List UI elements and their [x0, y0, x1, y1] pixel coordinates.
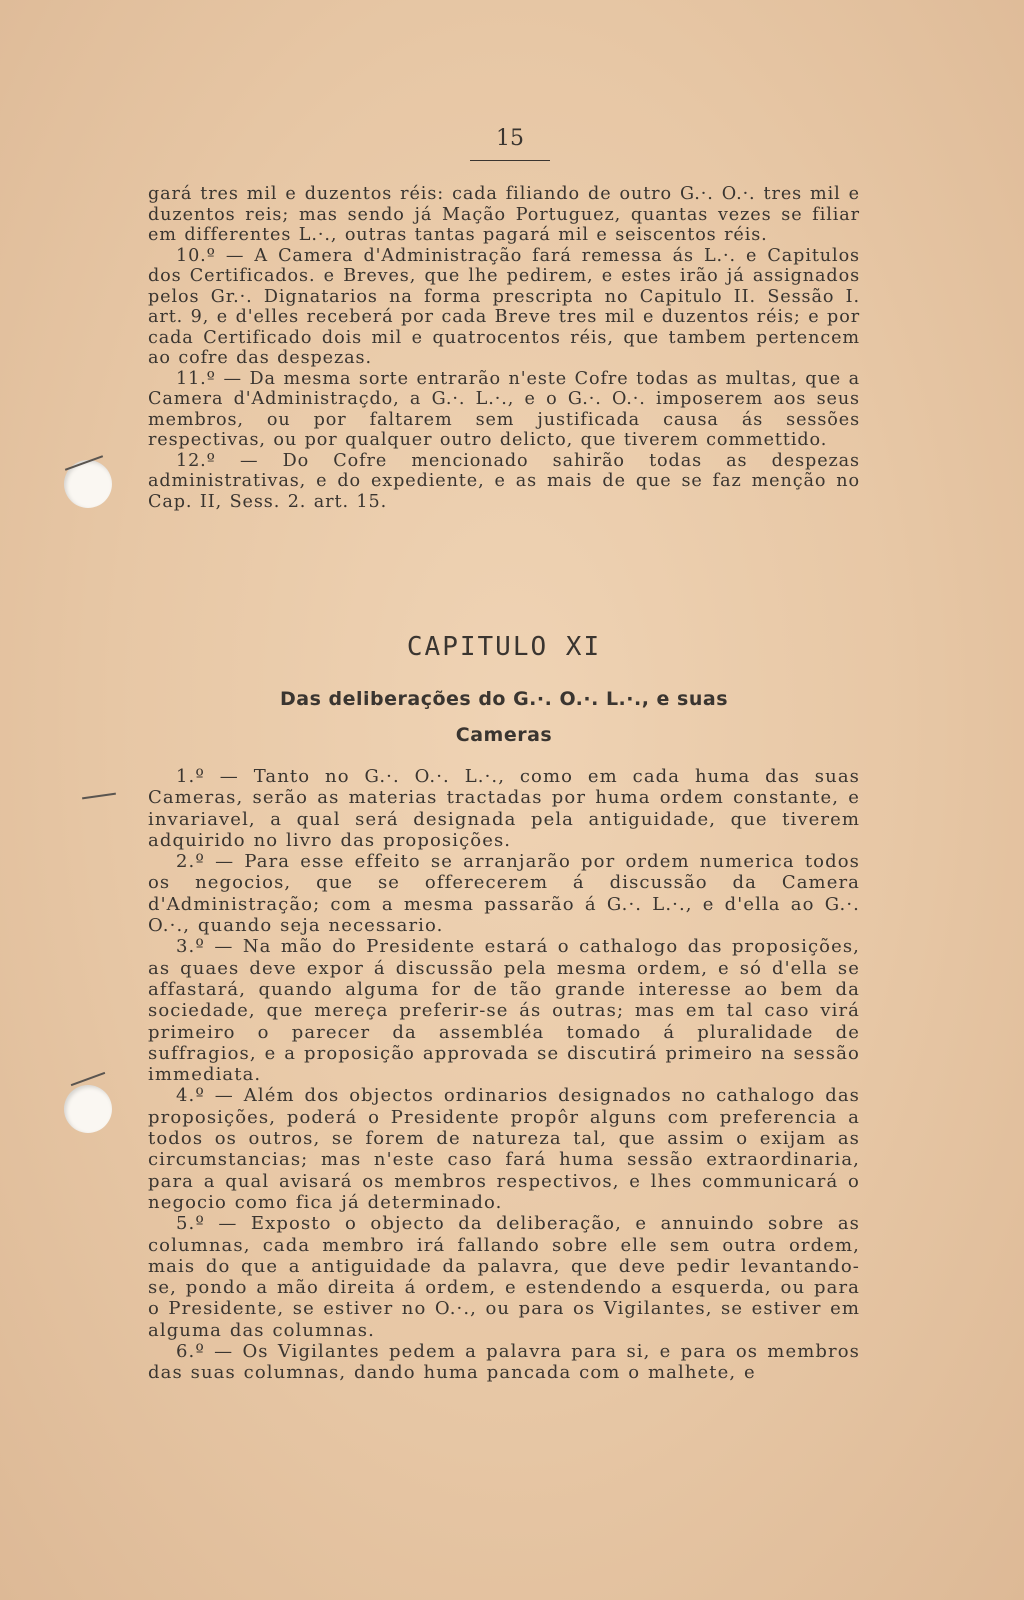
- paragraph-10: 10.º — A Camera d'Administração fará remessa ás L.·. e Capitulos dos Certificados. e Breves, que lhe pedirem, e estes irão já assignados pelos Gr.·. Dignatarios na forma prescripta no Capitulo II. Sessão I. art. 9, e d'elles receberá por cada Breve tres mil e duzentos réis; e por cada Certificado dois mil e quatrocentos réis, que tambem pertencem ao cofre das despezas.: [148, 245, 860, 368]
- edge-mark: [82, 793, 116, 800]
- article-4: 4.º — Além dos objectos ordinarios designados no cathalogo das proposições, poderá o Presidente propôr alguns com preferencia a todos os outros, se forem de natureza tal, que assim o exijam as circumstancias; mas n'este caso fará huma sessão extraordinaria, para a qual avisará os membros respectivos, e lhes communicará o negocio como fica já determinado.: [148, 1085, 860, 1213]
- chapter-title: CAPITULO XI: [406, 632, 602, 662]
- chapter-subtitle: Das deliberações do G.·. O.·. L.·., e suas: [279, 688, 729, 710]
- article-3: 3.º — Na mão do Presidente estará o cathalogo das proposições, as quaes deve expor á discussão pela mesma ordem, e só d'ella se affastará, quando alguma for de tão grande interesse ao bem da sociedade, que mereça preferir-se ás outras; mas em tal caso virá primeiro o parecer da assembléa tomado á pluralidade de suffragios, e a proposição approvada se discutirá primeiro na sessão immediata.: [148, 936, 860, 1086]
- chapter-subtitle-line2: Cameras: [455, 724, 553, 746]
- edge-mark: [71, 1072, 106, 1086]
- article-1: 1.º — Tanto no G.·. O.·. L.·., como em cada huma das suas Cameras, serão as materias tractadas por huma ordem constante, e invariavel, a qual será designada pela antiguidade, que tiverem adquirido no livro das proposições.: [148, 766, 860, 851]
- text-block-top: [148, 184, 860, 512]
- page-number: 15: [496, 126, 524, 151]
- paragraph-12: 12.º — Do Cofre mencionado sahirão todas as despezas administrativas, e do expediente, e as mais de que se faz menção no Cap. II, Sess. 2. art. 15.: [148, 450, 860, 512]
- paragraph-11: 11.º — Da mesma sorte entrarão n'este Cofre todas as multas, que a Camera d'Administraçdo, a G.·. L.·., e o G.·. O.·. imposerem aos seus membros, ou por faltarem sem justificada causa ás sessões respectivas, ou por qualquer outro delicto, que tiverem commettido.: [148, 368, 860, 450]
- text-block-bottom: [148, 766, 860, 1384]
- paragraph-continued: gará tres mil e duzentos réis: cada filiando de outro G.·. O.·. tres mil e duzentos reis; mas sendo já Mação Portuguez, quantas vezes se filiar em differentes L.·., outras tantas pagará mil e seiscentos réis.: [148, 184, 860, 245]
- article-5: 5.º — Exposto o objecto da deliberação, e annuindo sobre as columnas, cada membro irá fallando sobre elle sem outra ordem, mais do que a antiguidade da palavra, que deve pedir levantando-se, pondo a mão direita á ordem, e estendendo a esquerda, ou para o Presidente, se estiver no O.·., ou para os Vigilantes, se estiver em alguma das columnas.: [148, 1213, 860, 1341]
- article-2: 2.º — Para esse effeito se arranjarão por ordem numerica todos os negocios, que se offerecerem á discussão da Camera d'Administração; com a mesma passarão á G.·. L.·., e d'ella ao G.·. O.·., quando seja necessario.: [148, 851, 860, 937]
- page-number-rule: [470, 160, 550, 161]
- punch-hole-bottom: [64, 1085, 112, 1133]
- article-6: 6.º — Os Vigilantes pedem a palavra para si, e para os membros das suas columnas, dando huma pancada com o malhete, e: [148, 1341, 860, 1384]
